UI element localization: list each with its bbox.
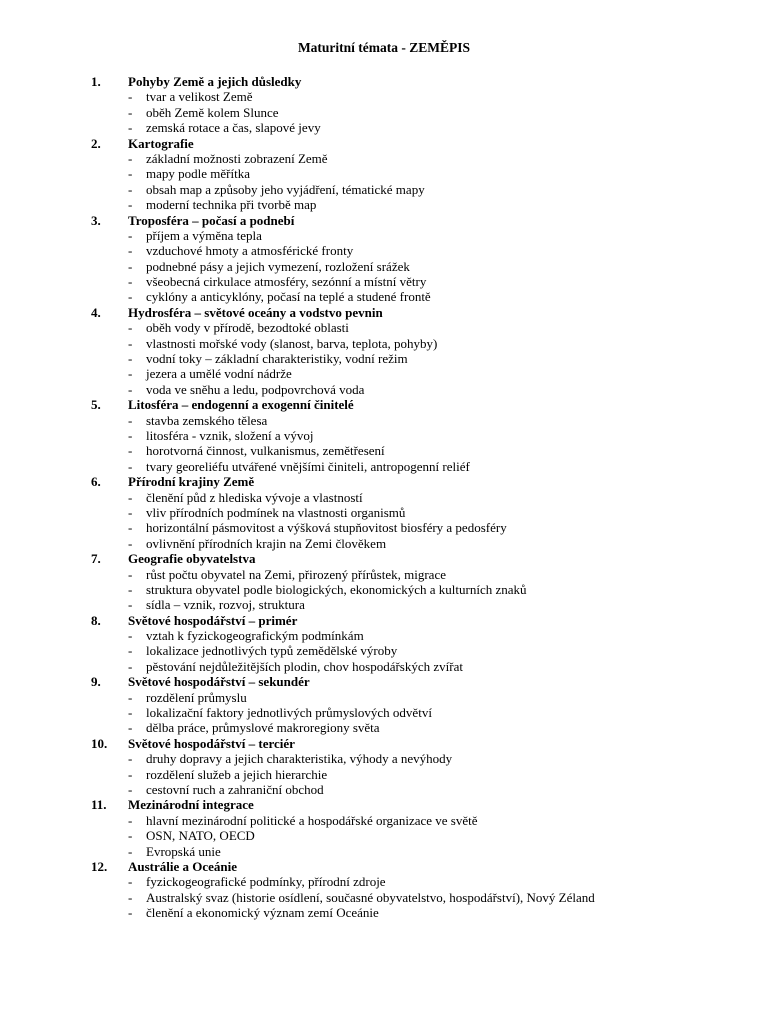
- topic-section: [0, 305, 768, 397]
- list-dash-marker: -: [128, 166, 133, 182]
- topic-heading: [0, 74, 768, 89]
- topic-section: [0, 551, 768, 613]
- topic-title: Přírodní krajiny Země: [128, 474, 255, 490]
- subtopic-item: [0, 628, 768, 643]
- subtopic-text: lokalizační faktory jednotlivých průmyslových odvětví: [146, 705, 432, 721]
- topic-section: [0, 136, 768, 213]
- subtopic-text: členění půd z hlediska vývoje a vlastností: [146, 489, 363, 505]
- subtopic-text: vodní toky – základní charakteristiky, vodní režim: [146, 351, 408, 367]
- subtopic-text: zemská rotace a čas, slapové jevy: [146, 120, 321, 136]
- subtopic-item: [0, 120, 768, 135]
- subtopic-item: [0, 597, 768, 612]
- subtopic-text: ovlivnění přírodních krajin na Zemi člověkem: [146, 535, 387, 551]
- subtopic-item: [0, 705, 768, 720]
- list-dash-marker: -: [128, 104, 133, 120]
- subtopic-item: [0, 243, 768, 258]
- list-dash-marker: -: [128, 828, 133, 844]
- topic-number: 5.: [91, 397, 101, 413]
- subtopic-text: vliv přírodních podmínek na vlastnosti organismů: [146, 504, 406, 520]
- subtopic-text: OSN, NATO, OECD: [146, 828, 255, 844]
- topic-heading: [0, 397, 768, 412]
- subtopic-item: [0, 336, 768, 351]
- subtopic-text: oběh Země kolem Slunce: [146, 104, 279, 120]
- subtopic-text: lokalizace jednotlivých typů zemědělské výroby: [146, 643, 398, 659]
- subtopic-text: podnebné pásy a jejich vymezení, rozložení srážek: [146, 258, 410, 274]
- list-dash-marker: -: [128, 443, 133, 459]
- subtopic-text: vlastnosti mořské vody (slanost, barva, teplota, pohyby): [146, 335, 438, 351]
- topic-heading: [0, 859, 768, 874]
- list-dash-marker: -: [128, 597, 133, 613]
- subtopic-item: [0, 782, 768, 797]
- list-dash-marker: -: [128, 720, 133, 736]
- subtopic-text: cestovní ruch a zahraniční obchod: [146, 781, 324, 797]
- subtopic-text: dělba práce, průmyslové makroregiony světa: [146, 720, 380, 736]
- list-dash-marker: -: [128, 150, 133, 166]
- topic-number: 10.: [91, 735, 108, 751]
- list-dash-marker: -: [128, 535, 133, 551]
- subtopic-text: tvary georeliéfu utvářené vnějšími činiteli, antropogenní reliéf: [146, 458, 470, 474]
- list-dash-marker: -: [128, 335, 133, 351]
- subtopic-item: [0, 582, 768, 597]
- list-dash-marker: -: [128, 566, 133, 582]
- subtopic-text: členění a ekonomický význam zemí Oceánie: [146, 905, 379, 921]
- subtopic-item: [0, 443, 768, 458]
- topic-number: 9.: [91, 674, 101, 690]
- topic-title: Světové hospodářství – terciér: [128, 735, 295, 751]
- list-dash-marker: -: [128, 889, 133, 905]
- subtopic-text: druhy dopravy a jejich charakteristika, výhody a nevýhody: [146, 751, 453, 767]
- list-dash-marker: -: [128, 274, 133, 290]
- topic-title: Geografie obyvatelstva: [128, 551, 256, 567]
- subtopic-item: [0, 197, 768, 212]
- subtopic-text: sídla – vznik, rozvoj, struktura: [146, 597, 305, 613]
- list-dash-marker: -: [128, 874, 133, 890]
- subtopic-item: [0, 351, 768, 366]
- subtopic-item: [0, 166, 768, 181]
- topic-number: 1.: [91, 74, 101, 89]
- topic-title: Litosféra – endogenní a exogenní činitelé: [128, 397, 354, 413]
- list-dash-marker: -: [128, 351, 133, 367]
- topic-list: [0, 74, 768, 920]
- subtopic-text: vztah k fyzickogeografickým podmínkám: [146, 628, 364, 644]
- list-dash-marker: -: [128, 381, 133, 397]
- topic-heading: [0, 213, 768, 228]
- subtopic-item: [0, 366, 768, 381]
- subtopic-list: [0, 413, 768, 475]
- subtopic-text: příjem a výměna tepla: [146, 227, 262, 243]
- topic-heading: [0, 736, 768, 751]
- topic-number: 4.: [91, 304, 101, 320]
- topic-number: 11.: [91, 797, 107, 813]
- subtopic-list: [0, 320, 768, 397]
- subtopic-text: voda ve sněhu a ledu, podpovrchová voda: [146, 381, 365, 397]
- topic-title: Kartografie: [128, 135, 194, 151]
- subtopic-list: [0, 151, 768, 213]
- topic-title: Austrálie a Oceánie: [128, 858, 238, 874]
- subtopic-text: hlavní mezinárodní politické a hospodářské organizace ve světě: [146, 812, 478, 828]
- topic-number: 12.: [91, 858, 108, 874]
- subtopic-item: [0, 228, 768, 243]
- subtopic-list: [0, 874, 768, 920]
- subtopic-text: litosféra - vznik, složení a vývoj: [146, 427, 314, 443]
- subtopic-list: [0, 490, 768, 552]
- topic-heading: [0, 474, 768, 489]
- subtopic-item: [0, 813, 768, 828]
- subtopic-text: horizontální pásmovitost a výšková stupňovitost biosféry a pedosféry: [146, 520, 507, 536]
- topic-section: [0, 213, 768, 305]
- subtopic-item: [0, 151, 768, 166]
- subtopic-item: [0, 690, 768, 705]
- subtopic-text: pěstování nejdůležitějších plodin, chov hospodářských zvířat: [146, 658, 463, 674]
- topic-section: [0, 74, 768, 136]
- topic-heading: [0, 613, 768, 628]
- subtopic-item: [0, 905, 768, 920]
- list-dash-marker: -: [128, 243, 133, 259]
- subtopic-item: [0, 320, 768, 335]
- subtopic-text: struktura obyvatel podle biologických, ekonomických a kulturních znaků: [146, 581, 527, 597]
- list-dash-marker: -: [128, 197, 133, 213]
- subtopic-item: [0, 890, 768, 905]
- subtopic-text: rozdělení služeb a jejich hierarchie: [146, 766, 328, 782]
- list-dash-marker: -: [128, 643, 133, 659]
- topic-number: 8.: [91, 612, 101, 628]
- topic-section: [0, 797, 768, 859]
- subtopic-item: [0, 274, 768, 289]
- list-dash-marker: -: [128, 427, 133, 443]
- list-dash-marker: -: [128, 905, 133, 921]
- topic-section: [0, 674, 768, 736]
- subtopic-item: [0, 428, 768, 443]
- topic-number: 2.: [91, 135, 101, 151]
- subtopic-item: [0, 567, 768, 582]
- subtopic-item: [0, 828, 768, 843]
- subtopic-item: [0, 844, 768, 859]
- topic-title: Hydrosféra – světové oceány a vodstvo pevnin: [128, 304, 383, 320]
- subtopic-item: [0, 520, 768, 535]
- topic-heading: [0, 797, 768, 812]
- subtopic-item: [0, 459, 768, 474]
- subtopic-text: fyzickogeografické podmínky, přírodní zdroje: [146, 874, 386, 890]
- subtopic-list: [0, 628, 768, 674]
- list-dash-marker: -: [128, 289, 133, 305]
- subtopic-text: obsah map a způsoby jeho vyjádření, tématické mapy: [146, 181, 425, 197]
- list-dash-marker: -: [128, 258, 133, 274]
- subtopic-item: [0, 259, 768, 274]
- list-dash-marker: -: [128, 705, 133, 721]
- document-title: Maturitní témata - ZEMĚPIS: [297, 40, 471, 55]
- subtopic-item: [0, 874, 768, 889]
- topic-title: Světové hospodářství – primér: [128, 612, 298, 628]
- subtopic-text: horotvorná činnost, vulkanismus, zemětřesení: [146, 443, 385, 459]
- subtopic-item: [0, 720, 768, 735]
- list-dash-marker: -: [128, 458, 133, 474]
- topic-title: Troposféra – počasí a podnebí: [128, 212, 295, 228]
- list-dash-marker: -: [128, 489, 133, 505]
- topic-number: 7.: [91, 551, 101, 567]
- subtopic-item: [0, 490, 768, 505]
- topic-heading: [0, 551, 768, 566]
- subtopic-item: [0, 289, 768, 304]
- subtopic-item: [0, 751, 768, 766]
- list-dash-marker: -: [128, 504, 133, 520]
- subtopic-text: růst počtu obyvatel na Zemi, přirozený přírůstek, migrace: [146, 566, 446, 582]
- topic-section: [0, 736, 768, 798]
- list-dash-marker: -: [128, 781, 133, 797]
- list-dash-marker: -: [128, 120, 133, 136]
- topic-section: [0, 474, 768, 551]
- subtopic-text: stavba zemského tělesa: [146, 412, 268, 428]
- topic-title: Pohyby Země a jejich důsledky: [128, 74, 302, 89]
- list-dash-marker: -: [128, 320, 133, 336]
- list-dash-marker: -: [128, 751, 133, 767]
- list-dash-marker: -: [128, 766, 133, 782]
- list-dash-marker: -: [128, 581, 133, 597]
- subtopic-text: Evropská unie: [146, 843, 221, 859]
- list-dash-marker: -: [128, 520, 133, 536]
- subtopic-item: [0, 89, 768, 104]
- topic-heading: [0, 305, 768, 320]
- subtopic-text: všeobecná cirkulace atmosféry, sezónní a místní větry: [146, 274, 427, 290]
- subtopic-list: [0, 751, 768, 797]
- subtopic-text: mapy podle měřítka: [146, 166, 250, 182]
- list-dash-marker: -: [128, 658, 133, 674]
- list-dash-marker: -: [128, 843, 133, 859]
- subtopic-item: [0, 536, 768, 551]
- subtopic-list: [0, 813, 768, 859]
- subtopic-item: [0, 643, 768, 658]
- subtopic-text: oběh vody v přírodě, bezodtoké oblasti: [146, 320, 349, 336]
- topic-section: [0, 859, 768, 921]
- subtopic-text: základní možnosti zobrazení Země: [146, 150, 328, 166]
- subtopic-text: jezera a umělé vodní nádrže: [146, 366, 292, 382]
- list-dash-marker: -: [128, 812, 133, 828]
- subtopic-text: tvar a velikost Země: [146, 89, 253, 105]
- list-dash-marker: -: [128, 89, 133, 105]
- list-dash-marker: -: [128, 366, 133, 382]
- subtopic-item: [0, 182, 768, 197]
- topic-heading: [0, 136, 768, 151]
- subtopic-item: [0, 413, 768, 428]
- topic-number: 3.: [91, 212, 101, 228]
- subtopic-list: [0, 89, 768, 135]
- list-dash-marker: -: [128, 227, 133, 243]
- list-dash-marker: -: [128, 628, 133, 644]
- subtopic-text: cyklóny a anticyklóny, počasí na teplé a studené frontě: [146, 289, 431, 305]
- subtopic-text: rozdělení průmyslu: [146, 689, 247, 705]
- topic-title: Mezinárodní integrace: [128, 797, 254, 813]
- subtopic-list: [0, 690, 768, 736]
- list-dash-marker: -: [128, 412, 133, 428]
- topic-section: [0, 397, 768, 474]
- subtopic-item: [0, 505, 768, 520]
- subtopic-text: Australský svaz (historie osídlení, současné obyvatelstvo, hospodářství), Nový Zéland: [146, 889, 595, 905]
- list-dash-marker: -: [128, 181, 133, 197]
- subtopic-item: [0, 767, 768, 782]
- subtopic-item: [0, 105, 768, 120]
- topic-heading: [0, 674, 768, 689]
- topic-section: [0, 613, 768, 675]
- subtopic-item: [0, 659, 768, 674]
- subtopic-text: vzduchové hmoty a atmosférické fronty: [146, 243, 354, 259]
- subtopic-list: [0, 567, 768, 613]
- topic-title: Světové hospodářství – sekundér: [128, 674, 310, 690]
- subtopic-item: [0, 382, 768, 397]
- list-dash-marker: -: [128, 689, 133, 705]
- subtopic-list: [0, 228, 768, 305]
- subtopic-text: moderní technika při tvorbě map: [146, 197, 317, 213]
- topic-number: 6.: [91, 474, 101, 490]
